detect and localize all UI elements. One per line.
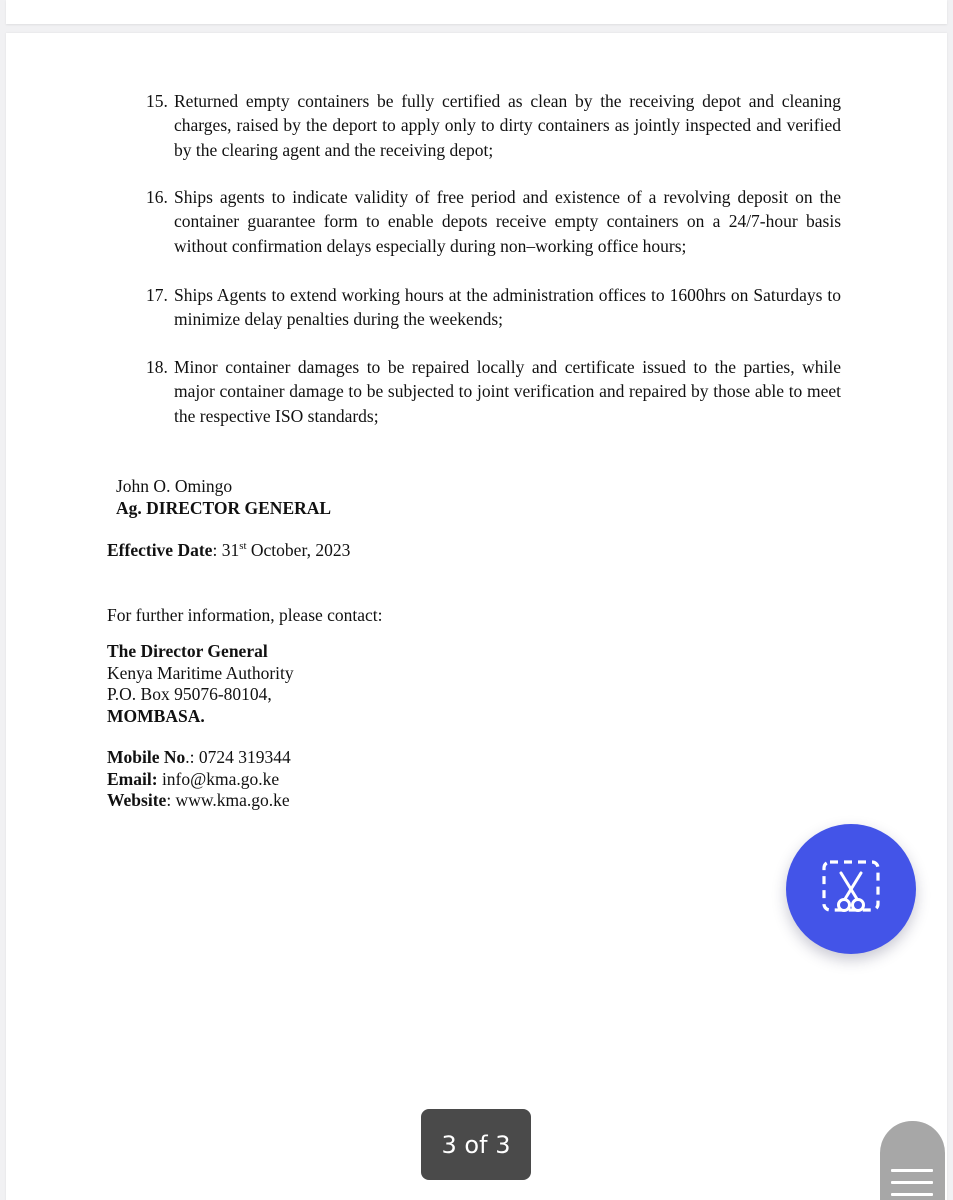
list-item-text: Ships Agents to extend working hours at the administration offices to 1600hrs on Saturdays to minimize delay penalties during the weekends; (174, 285, 841, 330)
list-item (146, 185, 841, 258)
list-item-number: 18. (146, 357, 168, 377)
list-item-text: Ships agents to indicate validity of free period and existence of a revolving deposit on the container guarantee form to enable depots receive empty containers on a 24/7-hour basis without confirmation delays especially during non–working office hours; (174, 187, 841, 256)
effective-date-day-suffix: st (239, 540, 247, 552)
contact-email (107, 769, 291, 791)
previous-page-edge (6, 0, 947, 24)
list-item-text: Minor container damages to be repaired locally and certificate issued to the parties, while major container damage to be subjected to joint verification and repaired by those able to meet the respective ISO standards; (174, 357, 841, 426)
effective-date (107, 540, 350, 562)
contact-details (107, 747, 291, 812)
contact-office: The Director General (107, 641, 268, 661)
effective-date-rest: October, 2023 (246, 540, 351, 560)
email-value: info@kma.go.ke (157, 768, 280, 789)
list-item-text: Returned empty containers be fully certified as clean by the receiving depot and cleaning charges, raised by the deport to apply only to dirty containers as jointly inspected and verified by the clearing agent and the receiving depot; (174, 91, 841, 160)
signatory-title: Ag. DIRECTOR GENERAL (116, 497, 332, 518)
website-value: : www.kma.go.ke (166, 790, 290, 810)
contact-city: MOMBASA. (107, 705, 205, 726)
signature-block (116, 476, 331, 519)
contact-mobile (107, 747, 291, 769)
contact-intro-text: For further information, please contact: (107, 605, 383, 625)
list-item (146, 283, 841, 332)
contact-organization: Kenya Maritime Authority (107, 662, 294, 683)
website-label: Website (107, 790, 167, 810)
signatory-name: John O. Omingo (116, 476, 233, 496)
screenshot-crop-button[interactable] (786, 824, 916, 954)
screenshot-crop-scissors-icon (821, 859, 881, 919)
mobile-value: .: 0724 319344 (185, 747, 291, 767)
effective-date-day: 31 (221, 540, 240, 560)
document-page (6, 33, 947, 1200)
page-indicator: 3 of 3 (421, 1109, 531, 1180)
list-item (146, 355, 841, 428)
contact-website (107, 790, 291, 812)
list-item-number: 17. (146, 285, 168, 305)
list-item-number: 15. (146, 91, 168, 111)
contact-po-box: P.O. Box 95076-80104, (107, 684, 272, 704)
contact-address (107, 641, 294, 727)
mobile-label: Mobile No (107, 747, 186, 767)
contact-intro (107, 605, 383, 627)
list-item-number: 16. (146, 187, 168, 207)
list-item (146, 89, 841, 162)
effective-date-label: Effective Date (107, 540, 213, 560)
scroll-handle[interactable] (880, 1121, 945, 1200)
effective-date-separator: : (212, 540, 222, 560)
email-label: Email: (107, 768, 158, 789)
